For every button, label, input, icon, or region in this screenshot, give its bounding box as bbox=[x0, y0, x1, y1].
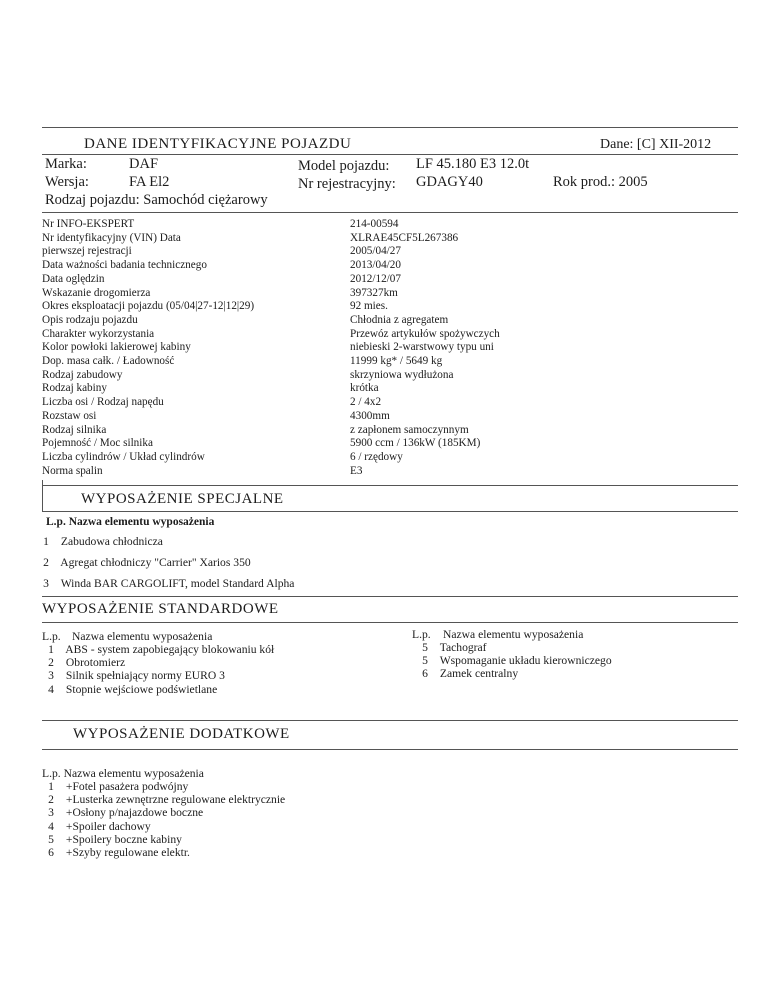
production-year: Rok prod.: 2005 bbox=[553, 174, 648, 190]
detail-value: 5900 ccm / 136kW (185KM) bbox=[350, 437, 481, 450]
detail-value: 2005/04/27 bbox=[350, 245, 401, 258]
list-item bbox=[39, 806, 285, 819]
detail-value: skrzyniowa wydłużona bbox=[350, 368, 454, 381]
list-item-number: 3 bbox=[48, 806, 54, 820]
list-item-name: +Fotel pasażera podwójny bbox=[65, 780, 189, 793]
special-equipment-list bbox=[34, 531, 294, 594]
detail-value: 11999 kg* / 5649 kg bbox=[350, 355, 443, 368]
detail-label: Rozstaw osi bbox=[42, 409, 97, 422]
special-bottom-rule bbox=[42, 596, 738, 597]
list-item-number: 2 bbox=[48, 656, 54, 670]
list-item-number: 5 bbox=[422, 641, 428, 654]
detail-label: Data oględzin bbox=[42, 272, 105, 285]
standard-right-header-lp: L.p. bbox=[412, 628, 431, 641]
make-value: DAF bbox=[129, 156, 159, 172]
summary-bottom-rule bbox=[42, 212, 738, 213]
list-item-number: 6 bbox=[48, 846, 54, 860]
detail-label: Liczba cylindrów / Układ cylindrów bbox=[42, 450, 205, 463]
detail-value: 214-00594 bbox=[350, 218, 399, 230]
detail-value: E3 bbox=[350, 464, 363, 477]
list-item bbox=[39, 656, 274, 669]
detail-value: 92 mies. bbox=[350, 300, 388, 313]
list-item-number: 1 bbox=[48, 643, 54, 656]
detail-value: 2 / 4x2 bbox=[350, 396, 382, 409]
list-item-name: +Spoilery boczne kabiny bbox=[65, 832, 182, 846]
registration-value: GDAGY40 bbox=[416, 174, 483, 190]
list-item-number: 5 bbox=[422, 654, 428, 668]
additional-equipment-list bbox=[39, 780, 285, 859]
list-item-name: ABS - system zapobiegający blokowaniu kół bbox=[65, 643, 275, 656]
detail-value: 2013/04/20 bbox=[350, 259, 401, 272]
list-item-number: 5 bbox=[48, 832, 54, 846]
standard-right-header-name: Nazwa elementu wyposażenia bbox=[443, 628, 584, 641]
standard-left-header-name: Nazwa elementu wyposażenia bbox=[72, 630, 213, 643]
detail-label: Okres eksploatacji pojazdu (05/04|27-12|12|29) bbox=[42, 300, 255, 313]
detail-label: Dop. masa całk. / Ładowność bbox=[42, 355, 175, 368]
additional-top-rule bbox=[42, 720, 738, 721]
list-item-number: 4 bbox=[48, 819, 54, 833]
additional-title-rule bbox=[42, 749, 738, 750]
version-label: Wersja: bbox=[45, 174, 89, 190]
list-item bbox=[34, 552, 294, 573]
detail-label: Rodzaj zabudowy bbox=[42, 368, 123, 381]
detail-value: 4300mm bbox=[350, 409, 390, 422]
registration-label: Nr rejestracyjny: bbox=[298, 176, 396, 192]
special-equipment-title: WYPOSAŻENIE SPECJALNE bbox=[81, 491, 284, 507]
detail-label: Pojemność / Moc silnika bbox=[42, 437, 153, 450]
list-item-number: 1 bbox=[43, 535, 49, 548]
version-value: FA El2 bbox=[129, 174, 170, 190]
list-item bbox=[34, 573, 294, 594]
detail-value: XLRAE45CF5L267386 bbox=[350, 231, 459, 244]
list-item bbox=[39, 793, 285, 806]
detail-value: Przewóz artykułów spożywczych bbox=[350, 327, 500, 340]
detail-label: pierwszej rejestracji bbox=[42, 245, 132, 258]
detail-values bbox=[350, 218, 500, 478]
list-item bbox=[34, 531, 294, 552]
list-item-name: +Spoiler dachowy bbox=[65, 819, 151, 833]
standard-equipment-list-right bbox=[413, 641, 612, 681]
list-item-number: 1 bbox=[48, 780, 54, 793]
header-top-rule bbox=[42, 127, 738, 128]
list-item-number: 3 bbox=[43, 577, 49, 590]
model-label: Model pojazdu: bbox=[298, 158, 390, 174]
detail-label: Liczba osi / Rodzaj napędu bbox=[42, 396, 164, 409]
list-item-name: Wspomaganie układu kierowniczego bbox=[439, 654, 612, 668]
list-item-name: +Lusterka zewnętrzne regulowane elektrycznie bbox=[65, 793, 286, 807]
standard-equipment-list-left bbox=[39, 643, 274, 696]
page-title: DANE IDENTYFIKACYJNE POJAZDU bbox=[84, 136, 352, 152]
list-item-name: Silnik spełniający normy EURO 3 bbox=[65, 669, 225, 683]
detail-label: Wskazanie drogomierza bbox=[42, 286, 151, 299]
detail-value: 6 / rzędowy bbox=[350, 450, 403, 463]
additional-list-header: L.p. Nazwa elementu wyposażenia bbox=[42, 767, 204, 780]
standard-title-rule bbox=[42, 622, 738, 623]
detail-label: Opis rodzaju pojazdu bbox=[42, 313, 138, 326]
special-title-rule bbox=[42, 511, 738, 512]
list-item bbox=[39, 833, 285, 846]
document-date: Dane: [C] XII-2012 bbox=[600, 137, 712, 152]
list-item-name: Obrotomierz bbox=[65, 656, 126, 670]
standard-left-header-lp: L.p. bbox=[42, 630, 61, 643]
detail-value: niebieski 2-warstwowy typu uni bbox=[350, 341, 494, 354]
list-item bbox=[413, 641, 612, 654]
detail-value: Chłodnia z agregatem bbox=[350, 313, 449, 326]
detail-label: Kolor powłoki lakierowej kabiny bbox=[42, 341, 191, 354]
list-item bbox=[39, 669, 274, 682]
detail-value: 397327km bbox=[350, 286, 398, 299]
list-item bbox=[39, 643, 274, 656]
list-item-number: 2 bbox=[43, 556, 49, 569]
detail-label: Norma spalin bbox=[42, 464, 103, 477]
list-item-name: Winda BAR CARGOLIFT, model Standard Alpha bbox=[60, 577, 295, 590]
detail-label: Nr INFO-EKSPERT bbox=[42, 218, 135, 230]
list-item-name: Tachograf bbox=[439, 641, 487, 654]
list-item-name: +Osłony p/najazdowe boczne bbox=[65, 806, 204, 820]
detail-value: 2012/12/07 bbox=[350, 272, 401, 285]
standard-equipment-title: WYPOSAŻENIE STANDARDOWE bbox=[42, 601, 279, 617]
detail-label: Rodzaj kabiny bbox=[42, 382, 107, 395]
list-item-name: Zamek centralny bbox=[439, 667, 519, 681]
list-item-number: 6 bbox=[422, 667, 428, 681]
list-item-number: 3 bbox=[48, 669, 54, 683]
list-item bbox=[39, 683, 274, 696]
list-item-name: +Szyby regulowane elektr. bbox=[65, 846, 190, 860]
list-item-name: Zabudowa chłodnicza bbox=[60, 535, 163, 548]
make-label: Marka: bbox=[45, 156, 87, 172]
list-item-name: Agregat chłodniczy "Carrier" Xarios 350 bbox=[60, 556, 251, 569]
list-item bbox=[39, 780, 285, 793]
vehicle-type: Rodzaj pojazdu: Samochód ciężarowy bbox=[45, 192, 268, 208]
list-item bbox=[39, 820, 285, 833]
list-item bbox=[39, 846, 285, 859]
detail-value: krótka bbox=[350, 382, 379, 395]
detail-label: Rodzaj silnika bbox=[42, 423, 107, 436]
list-item bbox=[413, 667, 612, 680]
model-value: LF 45.180 E3 12.0t bbox=[416, 156, 530, 172]
list-item-number: 2 bbox=[48, 793, 54, 807]
detail-label: Charakter wykorzystania bbox=[42, 327, 155, 340]
special-list-header: L.p. Nazwa elementu wyposażenia bbox=[46, 516, 215, 528]
detail-label: Nr identyfikacyjny (VIN) Data bbox=[42, 231, 181, 244]
list-item-name: Stopnie wejściowe podświetlane bbox=[65, 682, 218, 696]
header-bottom-rule bbox=[42, 154, 738, 155]
detail-labels bbox=[42, 218, 254, 478]
detail-label: Data ważności badania technicznego bbox=[42, 259, 207, 272]
details-bottom-rule bbox=[42, 485, 738, 486]
list-item bbox=[413, 654, 612, 667]
additional-equipment-title: WYPOSAŻENIE DODATKOWE bbox=[73, 726, 290, 742]
list-item-number: 4 bbox=[48, 682, 54, 696]
detail-value: z zapłonem samoczynnym bbox=[350, 423, 469, 436]
